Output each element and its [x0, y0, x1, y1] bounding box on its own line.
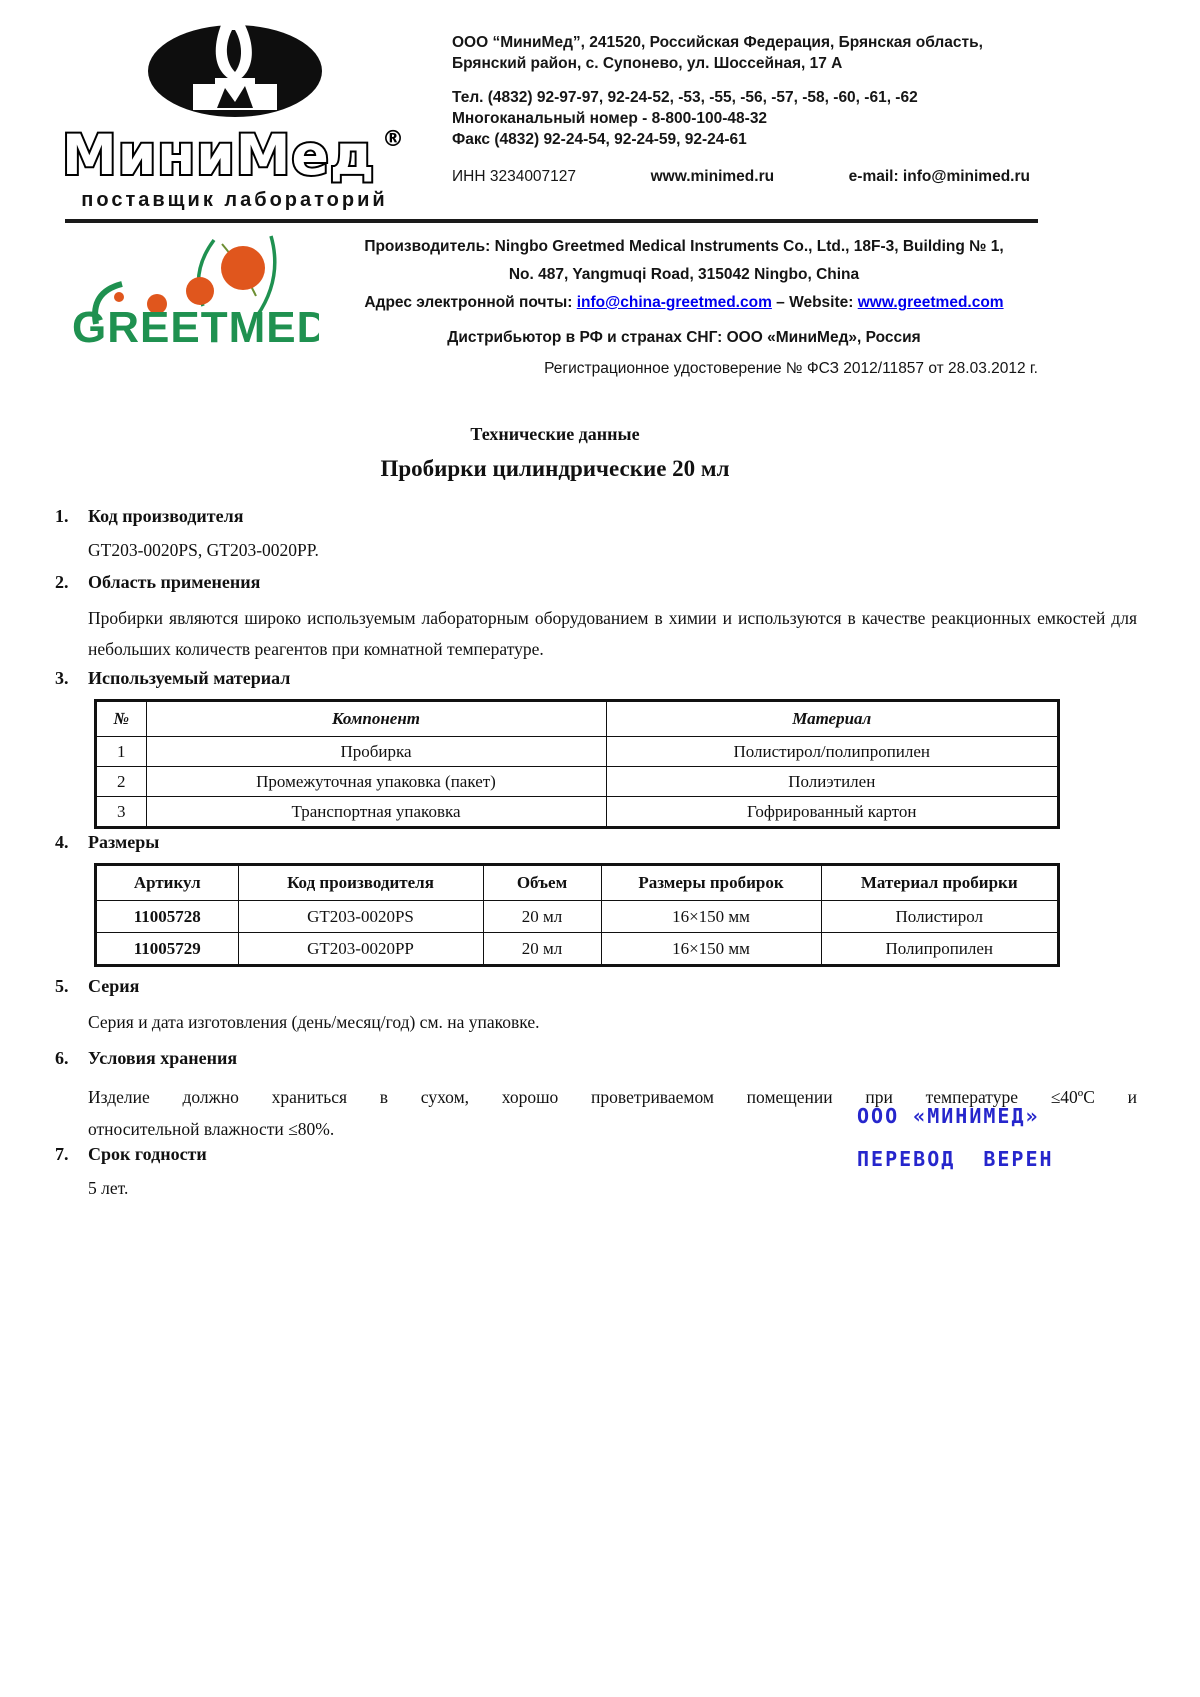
section-1-heading: [55, 506, 243, 527]
doc-subtitle: Технические данные: [470, 424, 640, 444]
cell-mfr-code: GT203-0020PS: [238, 901, 483, 933]
greetmed-logo: [64, 234, 319, 357]
dim-col-volume: Объем: [483, 865, 601, 901]
cell-size: 16×150 мм: [601, 901, 821, 933]
cell-no: 1: [96, 737, 146, 767]
section-5-title: Серия: [88, 976, 140, 996]
table-row: [96, 933, 1058, 966]
section-4-heading: [55, 832, 159, 853]
dimensions-table: [95, 864, 1059, 966]
supplier-ids-row: [452, 166, 1030, 187]
supplier-inn: ИНН 3234007127: [452, 168, 577, 185]
section-4-title: Размеры: [88, 832, 160, 852]
cell-tube-material: Полипропилен: [821, 933, 1058, 966]
section-1-body: GT203-0020PS, GT203-0020PP.: [88, 540, 319, 560]
material-col-no: №: [96, 701, 146, 737]
section-2-body: Пробирки являются широко используемым лабораторным оборудованием в химии и используются в качестве реакционных емкостей для небольших количеств реагентов при комнатной температуре.: [88, 608, 1137, 659]
cell-volume: 20 мл: [483, 901, 601, 933]
material-col-component: Компонент: [146, 701, 606, 737]
stamp-company-line: ООО «МИНИМЕД»: [857, 1104, 1040, 1128]
website-label: – Website:: [771, 294, 858, 311]
dim-col-article: Артикул: [96, 865, 238, 901]
section-3-heading: [55, 668, 290, 689]
supplier-contact-block: [452, 32, 1052, 187]
supplier-website: www.minimed.ru: [650, 168, 775, 185]
cell-component: Промежуточная упаковка (пакет): [146, 767, 606, 797]
section-5-heading: [55, 976, 139, 997]
section-2-heading: [55, 572, 260, 593]
cell-tube-material: Полистирол: [821, 901, 1058, 933]
greetmed-wordmark: GREETMED: [72, 303, 319, 352]
section-6-number: 6.: [55, 1048, 69, 1068]
section-3-title: Используемый материал: [88, 668, 291, 688]
supplier-email: e-mail: info@minimed.ru: [848, 168, 1030, 185]
candle-flame-icon: [145, 22, 325, 122]
cell-mfr-code: GT203-0020PP: [238, 933, 483, 966]
section-7-body: 5 лет.: [88, 1178, 129, 1198]
stamp-translation-line: ПЕРЕВОД ВЕРЕН: [857, 1147, 1054, 1171]
manufacturer-email-link[interactable]: info@china-greetmed.com: [576, 294, 772, 311]
material-col-material: Материал: [606, 701, 1058, 737]
distributor-line: Дистрибьютор в РФ и странах СНГ: ООО «МиниМед», Россия: [447, 329, 921, 346]
section-6-body-line1: Изделие должно храниться в сухом, хорошо проветриваемом помещении при температуре ≤40ºС и: [88, 1087, 1137, 1107]
dim-col-size: Размеры пробирок: [601, 865, 821, 901]
table-row: [96, 767, 1058, 797]
manufacturer-block: [330, 233, 1038, 383]
producer-line1: Производитель: Ningbo Greetmed Medical Instruments Co., Ltd., 18F-3, Building № 1,: [364, 238, 1004, 255]
cell-size: 16×150 мм: [601, 933, 821, 966]
section-2-number: 2.: [55, 572, 69, 592]
material-table: [95, 700, 1059, 828]
dim-col-mfr-code: Код производителя: [238, 865, 483, 901]
table-row: [96, 797, 1058, 828]
section-3-number: 3.: [55, 668, 69, 688]
section-5-number: 5.: [55, 976, 69, 996]
section-4-number: 4.: [55, 832, 69, 852]
minimed-logo: [62, 22, 407, 212]
email-label: Адрес электронной почты:: [364, 294, 577, 311]
cell-material: Полиэтилен: [606, 767, 1058, 797]
minimed-wordmark: [62, 124, 407, 188]
registered-mark: ®: [382, 127, 404, 152]
cell-volume: 20 мл: [483, 933, 601, 966]
cell-component: Пробирка: [146, 737, 606, 767]
greetmed-logo-art: [64, 234, 319, 352]
supplier-phones: Тел. (4832) 92-97-97, 92-24-52, -53, -55, -56, -57, -58, -60, -61, -62: [452, 89, 918, 106]
dimensions-table-header-row: [96, 865, 1058, 901]
section-5-body: Серия и дата изготовления (день/месяц/год) см. на упаковке.: [88, 1012, 540, 1032]
dim-col-tube-material: Материал пробирки: [821, 865, 1058, 901]
cell-no: 3: [96, 797, 146, 828]
producer-line2: No. 487, Yangmuqi Road, 315042 Ningbo, China: [508, 266, 860, 283]
section-6-heading: [55, 1048, 237, 1069]
material-table-header-row: [96, 701, 1058, 737]
section-1-title: Код производителя: [88, 506, 244, 526]
section-7-number: 7.: [55, 1144, 69, 1164]
header-divider: [65, 219, 1038, 223]
table-row: [96, 901, 1058, 933]
cell-article: 11005728: [96, 901, 238, 933]
supplier-tagline: поставщик лабораторий: [81, 189, 388, 211]
manufacturer-website-link[interactable]: www.greetmed.com: [857, 294, 1004, 311]
cell-component: Транспортная упаковка: [146, 797, 606, 828]
cell-no: 2: [96, 767, 146, 797]
supplier-fax: Факс (4832) 92-24-54, 92-24-59, 92-24-61: [452, 131, 747, 148]
section-1-number: 1.: [55, 506, 69, 526]
table-row: [96, 737, 1058, 767]
supplier-multichannel: Многоканальный номер - 8-800-100-48-32: [452, 110, 768, 127]
supplier-address-line2: Брянский район, с. Супонево, ул. Шоссейная, 17 А: [452, 55, 843, 72]
doc-title: Пробирки цилиндрические 20 мл: [380, 456, 730, 481]
cell-material: Гофрированный картон: [606, 797, 1058, 828]
section-7-title: Срок годности: [88, 1144, 207, 1164]
section-2-title: Область применения: [88, 572, 261, 592]
cell-material: Полистирол/полипропилен: [606, 737, 1058, 767]
section-6-title: Условия хранения: [88, 1048, 238, 1068]
producer-contacts-line: [330, 289, 1038, 317]
cell-article: 11005729: [96, 933, 238, 966]
supplier-address-line1: ООО “МиниМед”, 241520, Российская Федерация, Брянская область,: [452, 34, 983, 51]
registration-line: Регистрационное удостоверение № ФСЗ 2012/11857 от 28.03.2012 г.: [544, 360, 1038, 377]
section-6-body-line2: относительной влажности ≤80%.: [88, 1119, 335, 1139]
section-7-heading: [55, 1144, 207, 1165]
brand-text: МиниМед: [62, 124, 376, 187]
